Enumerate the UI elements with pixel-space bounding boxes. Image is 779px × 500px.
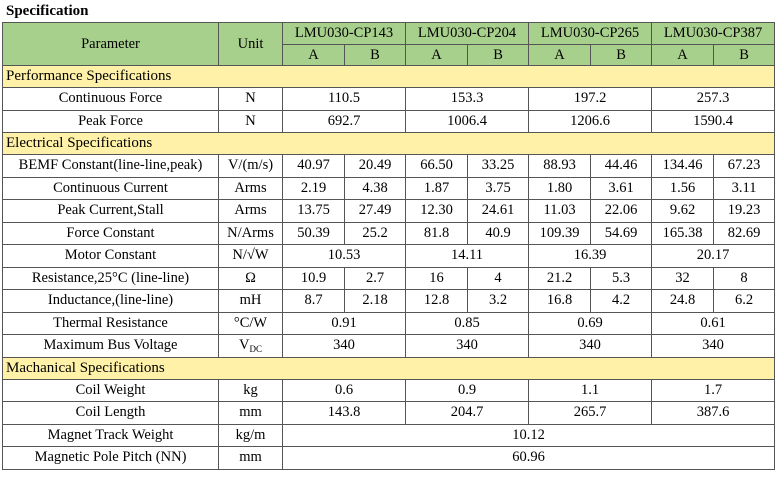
page-title: Specification	[6, 3, 89, 19]
value-cell: 1.56	[652, 177, 714, 200]
value-cell: 4	[468, 267, 529, 290]
table-row	[3, 379, 775, 402]
table-row	[3, 222, 775, 245]
value-cell: 4.2	[591, 290, 652, 313]
value-cell: 60.96	[283, 447, 775, 470]
unit-cell: Arms	[219, 200, 283, 223]
param-cell: Motor Constant	[3, 245, 219, 268]
value-cell: 0.85	[406, 312, 529, 335]
param-cell: Magnetic Pole Pitch (NN)	[3, 447, 219, 470]
value-cell: 4.38	[345, 177, 406, 200]
value-cell: 11.03	[529, 200, 591, 223]
value-cell: 22.06	[591, 200, 652, 223]
table-row	[3, 88, 775, 111]
param-cell: Resistance,25°C (line-line)	[3, 267, 219, 290]
table-row	[3, 200, 775, 223]
value-cell: 12.8	[406, 290, 468, 313]
value-cell: 197.2	[529, 88, 652, 111]
value-cell: 1.87	[406, 177, 468, 200]
sub-header-a: A	[652, 45, 714, 66]
section-mechanical	[3, 357, 775, 379]
value-cell: 692.7	[283, 110, 406, 133]
sub-header-b: B	[468, 45, 529, 66]
value-cell: 67.23	[714, 155, 775, 178]
value-cell: 0.61	[652, 312, 775, 335]
unit-header: Unit	[219, 23, 283, 66]
value-cell: 153.3	[406, 88, 529, 111]
unit-cell: N/Arms	[219, 222, 283, 245]
sub-header-b: B	[345, 45, 406, 66]
sub-header-a: A	[283, 45, 345, 66]
value-cell: 16.8	[529, 290, 591, 313]
value-cell: 25.2	[345, 222, 406, 245]
value-cell: 66.50	[406, 155, 468, 178]
value-cell: 10.12	[283, 424, 775, 447]
model-header: LMU030-CP387	[652, 23, 775, 45]
value-cell: 16.39	[529, 245, 652, 268]
value-cell: 2.19	[283, 177, 345, 200]
value-cell: 20.17	[652, 245, 775, 268]
value-cell: 2.18	[345, 290, 406, 313]
param-cell: Coil Length	[3, 402, 219, 425]
param-cell: Coil Weight	[3, 379, 219, 402]
value-cell: 134.46	[652, 155, 714, 178]
value-cell: 387.6	[652, 402, 775, 425]
section-electrical	[3, 133, 775, 155]
value-cell: 24.61	[468, 200, 529, 223]
value-cell: 16	[406, 267, 468, 290]
table-row	[3, 110, 775, 133]
unit-cell: kg	[219, 379, 283, 402]
value-cell: 3.61	[591, 177, 652, 200]
section-title: Performance Specifications	[3, 66, 775, 88]
value-cell: 3.75	[468, 177, 529, 200]
value-cell: 10.9	[283, 267, 345, 290]
param-cell: Continuous Force	[3, 88, 219, 111]
value-cell: 1.7	[652, 379, 775, 402]
value-cell: 13.75	[283, 200, 345, 223]
value-cell: 0.69	[529, 312, 652, 335]
value-cell: 88.93	[529, 155, 591, 178]
param-cell: Magnet Track Weight	[3, 424, 219, 447]
value-cell: 9.62	[652, 200, 714, 223]
specification-table	[2, 22, 775, 470]
param-cell: Inductance,(line-line)	[3, 290, 219, 313]
table-row	[3, 447, 775, 470]
unit-cell: Ω	[219, 267, 283, 290]
param-cell: BEMF Constant(line-line,peak)	[3, 155, 219, 178]
sub-header-a: A	[529, 45, 591, 66]
table-row	[3, 335, 775, 358]
unit-cell: V/(m/s)	[219, 155, 283, 178]
table-row	[3, 424, 775, 447]
model-header: LMU030-CP204	[406, 23, 529, 45]
param-cell: Force Constant	[3, 222, 219, 245]
table-row	[3, 155, 775, 178]
unit-cell: N	[219, 110, 283, 133]
value-cell: 3.11	[714, 177, 775, 200]
value-cell: 40.9	[468, 222, 529, 245]
table-row	[3, 402, 775, 425]
unit-cell: mm	[219, 447, 283, 470]
section-title: Machanical Specifications	[3, 357, 775, 379]
value-cell: 44.46	[591, 155, 652, 178]
parameter-header: Parameter	[3, 23, 219, 66]
value-cell: 340	[529, 335, 652, 358]
section-performance	[3, 66, 775, 88]
value-cell: 20.49	[345, 155, 406, 178]
value-cell: 1.1	[529, 379, 652, 402]
value-cell: 257.3	[652, 88, 775, 111]
unit-cell: kg/m	[219, 424, 283, 447]
sub-header-b: B	[591, 45, 652, 66]
model-header: LMU030-CP265	[529, 23, 652, 45]
value-cell: 21.2	[529, 267, 591, 290]
value-cell: 6.2	[714, 290, 775, 313]
value-cell: 33.25	[468, 155, 529, 178]
param-cell: Peak Force	[3, 110, 219, 133]
value-cell: 265.7	[529, 402, 652, 425]
value-cell: 1590.4	[652, 110, 775, 133]
value-cell: 340	[406, 335, 529, 358]
unit-main: V	[239, 337, 250, 354]
value-cell: 0.91	[283, 312, 406, 335]
table-row	[3, 177, 775, 200]
model-header: LMU030-CP143	[283, 23, 406, 45]
value-cell: 0.6	[283, 379, 406, 402]
value-cell: 109.39	[529, 222, 591, 245]
value-cell: 50.39	[283, 222, 345, 245]
value-cell: 40.97	[283, 155, 345, 178]
unit-subscript: DC	[249, 344, 262, 355]
value-cell: 19.23	[714, 200, 775, 223]
sub-header-b: B	[714, 45, 775, 66]
value-cell: 143.8	[283, 402, 406, 425]
value-cell: 3.2	[468, 290, 529, 313]
value-cell: 54.69	[591, 222, 652, 245]
value-cell: 1006.4	[406, 110, 529, 133]
unit-cell: °C/W	[219, 312, 283, 335]
value-cell: 82.69	[714, 222, 775, 245]
value-cell: 204.7	[406, 402, 529, 425]
value-cell: 1206.6	[529, 110, 652, 133]
value-cell: 24.8	[652, 290, 714, 313]
unit-cell	[219, 335, 283, 358]
value-cell: 12.30	[406, 200, 468, 223]
table-row	[3, 245, 775, 268]
value-cell: 81.8	[406, 222, 468, 245]
param-cell: Peak Current,Stall	[3, 200, 219, 223]
value-cell: 32	[652, 267, 714, 290]
param-cell: Continuous Current	[3, 177, 219, 200]
value-cell: 110.5	[283, 88, 406, 111]
param-cell: Thermal Resistance	[3, 312, 219, 335]
table-row	[3, 267, 775, 290]
unit-cell: mm	[219, 402, 283, 425]
value-cell: 340	[652, 335, 775, 358]
unit-cell: N/√W	[219, 245, 283, 268]
value-cell: 27.49	[345, 200, 406, 223]
value-cell: 8.7	[283, 290, 345, 313]
value-cell: 1.80	[529, 177, 591, 200]
unit-cell: mH	[219, 290, 283, 313]
table-row	[3, 312, 775, 335]
value-cell: 340	[283, 335, 406, 358]
value-cell: 0.9	[406, 379, 529, 402]
section-title: Electrical Specifications	[3, 133, 775, 155]
unit-cell: N	[219, 88, 283, 111]
table-row	[3, 290, 775, 313]
value-cell: 8	[714, 267, 775, 290]
param-cell: Maximum Bus Voltage	[3, 335, 219, 358]
value-cell: 14.11	[406, 245, 529, 268]
value-cell: 5.3	[591, 267, 652, 290]
sub-header-a: A	[406, 45, 468, 66]
value-cell: 10.53	[283, 245, 406, 268]
value-cell: 165.38	[652, 222, 714, 245]
value-cell: 2.7	[345, 267, 406, 290]
unit-cell: Arms	[219, 177, 283, 200]
header-row	[3, 23, 775, 45]
